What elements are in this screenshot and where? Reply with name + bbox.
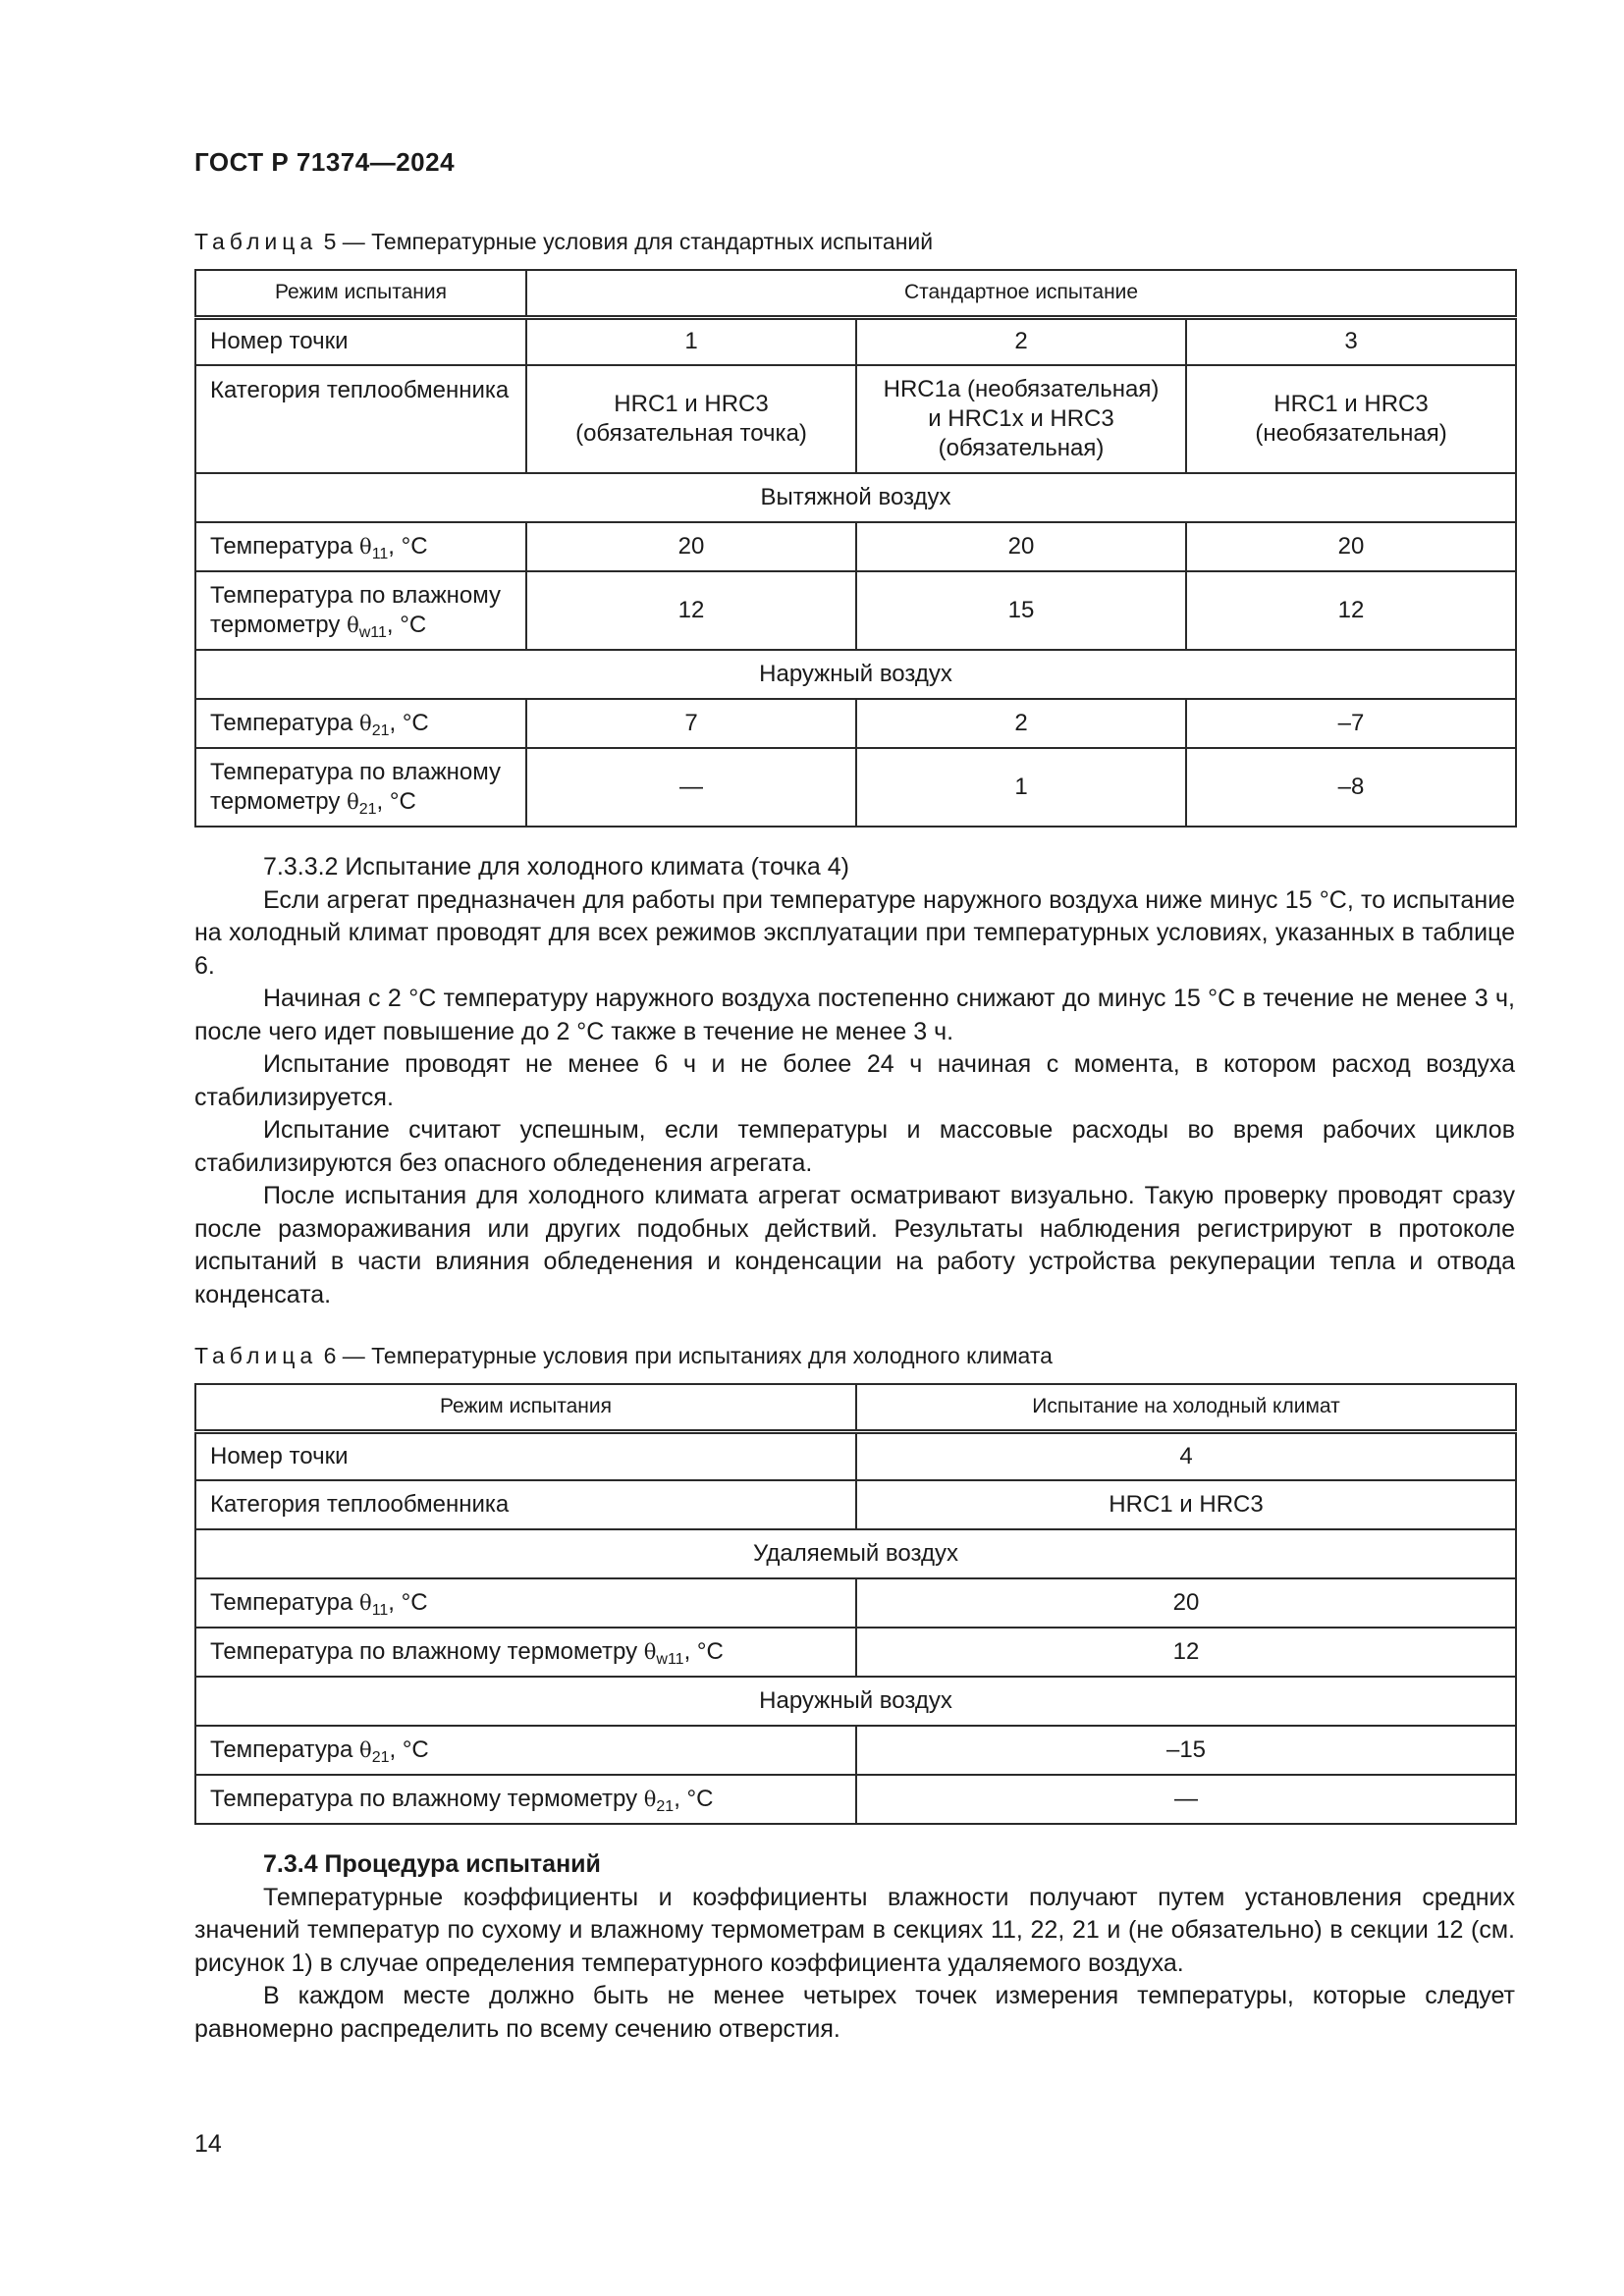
table-row: [195, 1431, 1516, 1480]
theta-symbol: θ: [359, 1591, 372, 1615]
section-734-title: 7.3.4 Процедура испытаний: [263, 1850, 601, 1878]
table5-tw21-2: 1: [856, 748, 1186, 827]
table5-t11-3: 20: [1186, 522, 1516, 571]
paragraph: Температурные коэффициенты и коэффициенты влажности получают путем установления средних значений температур по сухому и влажному термометрам в секциях 11, 22, 21 и (не обязательно) в секции 12 (см. рисунок 1) в случае определения температурного коэффициента удаляемого воздуха.: [194, 1883, 1515, 1977]
table6-head-cold: Испытание на холодный климат: [856, 1384, 1516, 1431]
cell-line: HRC1 и HRC3: [1273, 391, 1429, 417]
table5-point-2: 2: [856, 317, 1186, 365]
cell-line: HRC1a (необязательная): [883, 376, 1160, 402]
table6-caption-text: 6 — Температурные условия при испытаниях для холодного климата: [323, 1343, 1053, 1368]
theta-symbol: θ: [359, 1738, 372, 1762]
table6-caption: [194, 1343, 1053, 1369]
table6-head-mode: Режим испытания: [195, 1384, 856, 1431]
table6-tw11-value: 12: [856, 1628, 1516, 1677]
table5-category-3: [1186, 365, 1516, 473]
table5-t11-2: 20: [856, 522, 1186, 571]
table-row: [195, 522, 1516, 571]
theta-symbol: θ: [347, 614, 359, 637]
table6-tw21-value: —: [856, 1775, 1516, 1824]
page-number: 14: [194, 2130, 222, 2158]
table6-section-outdoor: Наружный воздух: [195, 1677, 1516, 1726]
table-row: [195, 1529, 1516, 1578]
table5-point-1: 1: [526, 317, 856, 365]
paragraph: Начиная с 2 °С температуру наружного воздуха постепенно снижают до минус 15 °С в течение не менее 3 ч, после чего идет повышение до 2 °С также в течение не менее 3 ч.: [194, 985, 1515, 1045]
subscript: 11: [371, 1602, 389, 1619]
subscript: 21: [656, 1798, 675, 1815]
document-header: ГОСТ Р 71374—2024: [194, 147, 456, 177]
label-text: Температура: [210, 533, 353, 560]
table5-t11-label: [195, 522, 526, 571]
table-row: [195, 748, 1516, 827]
label-text: Температура по влажному термометру: [210, 1786, 638, 1812]
table6-t21-label: [195, 1726, 856, 1775]
subscript: 21: [371, 1749, 390, 1766]
table5-t21-label: [195, 699, 526, 748]
unit-text: , °C: [389, 1736, 429, 1763]
table-row: [195, 317, 1516, 365]
theta-symbol: θ: [359, 535, 372, 559]
section-734: [194, 1848, 1515, 2046]
unit-text: , °C: [376, 788, 416, 815]
table6-category-label: Категория теплообменника: [195, 1480, 856, 1529]
table6-caption-word: Таблица: [194, 1343, 318, 1368]
paragraph: В каждом месте должно быть не менее четырех точек измерения температуры, которые следует равномерно распределить по всему сечению отверстия.: [194, 1982, 1515, 2043]
unit-text: , °C: [389, 710, 429, 736]
table6-t11-value: 20: [856, 1578, 1516, 1628]
table5-tw21-label: [195, 748, 526, 827]
table-row: [195, 650, 1516, 699]
paragraph: Испытание проводят не менее 6 ч и не более 24 ч начиная с момента, в котором расход воздуха стабилизируется.: [194, 1050, 1515, 1111]
label-text: Температура по влажному: [210, 759, 502, 785]
table6-section-removed: Удаляемый воздух: [195, 1529, 1516, 1578]
label-text: Температура: [210, 1736, 353, 1763]
table6-point-label: Номер точки: [195, 1431, 856, 1480]
table6-tw11-label: [195, 1628, 856, 1677]
paragraph: Испытание считают успешным, если температуры и массовые расходы во время рабочих циклов стабилизируются без опасного обледенения агрегата.: [194, 1116, 1515, 1177]
table-row: [195, 1578, 1516, 1628]
table5-category-label: Категория теплообменника: [195, 365, 526, 473]
table-row: [195, 1726, 1516, 1775]
label-text: Температура по влажному: [210, 582, 502, 609]
table5-point-3: 3: [1186, 317, 1516, 365]
table5-section-outdoor: Наружный воздух: [195, 650, 1516, 699]
table6-t11-label: [195, 1578, 856, 1628]
table5-tw21-3: –8: [1186, 748, 1516, 827]
cell-line: и HRC1x и HRC3: [928, 405, 1114, 432]
subscript: 21: [371, 722, 390, 739]
paragraph: 7.3.3.2 Испытание для холодного климата (точка 4): [263, 853, 850, 881]
label-text: Температура: [210, 710, 353, 736]
label-text: Температура по влажному термометру: [210, 1638, 638, 1665]
table5-caption-text: 5 — Температурные условия для стандартных испытаний: [323, 229, 934, 254]
table5-tw11-3: 12: [1186, 571, 1516, 650]
table5: [194, 269, 1517, 828]
cell-line: (обязательная): [938, 435, 1105, 461]
theta-symbol: θ: [359, 712, 372, 735]
theta-symbol: θ: [643, 1640, 657, 1664]
table-row: [195, 1677, 1516, 1726]
table5-section-exhaust: Вытяжной воздух: [195, 473, 1516, 522]
table-row: [195, 571, 1516, 650]
table5-tw11-1: 12: [526, 571, 856, 650]
table-row: [195, 699, 1516, 748]
table5-head-mode: Режим испытания: [195, 270, 526, 317]
table-row: [195, 1384, 1516, 1431]
table5-category-2: [856, 365, 1186, 473]
table5-t11-1: 20: [526, 522, 856, 571]
table5-tw11-label: [195, 571, 526, 650]
table5-t21-1: 7: [526, 699, 856, 748]
table5-point-label: Номер точки: [195, 317, 526, 365]
cell-line: HRC1 и HRC3: [614, 391, 769, 417]
unit-text: , °C: [683, 1638, 724, 1665]
paragraph: После испытания для холодного климата агрегат осматривают визуально. Такую проверку проводят сразу после размораживания или других подобных действий. Результаты наблюдения регистрируют в протоколе испытаний в части влияния обледенения и конденсации на работу устройства рекуперации тепла и отвода конденсата.: [194, 1182, 1515, 1308]
table5-tw21-1: —: [526, 748, 856, 827]
subscript: w11: [656, 1651, 684, 1668]
theta-symbol: θ: [347, 790, 359, 814]
subscript: w11: [358, 624, 387, 641]
cell-line: (необязательная): [1255, 420, 1447, 447]
table-row: [195, 473, 1516, 522]
paragraph: Если агрегат предназначен для работы при температуре наружного воздуха ниже минус 15 °С, то испытание на холодный климат проводят для всех режимов эксплуатации при температурных условиях, указанных в таблице 6.: [194, 885, 1515, 980]
theta-symbol: θ: [643, 1788, 657, 1811]
table-row: [195, 1480, 1516, 1529]
label-text: термометру: [210, 612, 341, 638]
table6-tw21-label: [195, 1775, 856, 1824]
table5-t21-2: 2: [856, 699, 1186, 748]
table5-category-1: [526, 365, 856, 473]
label-text: Температура: [210, 1589, 353, 1616]
table6-t21-value: –15: [856, 1726, 1516, 1775]
unit-text: , °C: [386, 612, 427, 638]
table5-tw11-2: 15: [856, 571, 1186, 650]
table6-point-value: 4: [856, 1431, 1516, 1480]
table-row: [195, 365, 1516, 473]
cell-line: (обязательная точка): [575, 420, 807, 447]
subscript: 21: [358, 801, 377, 818]
table-row: [195, 270, 1516, 317]
table-row: [195, 1775, 1516, 1824]
table5-caption-word: Таблица: [194, 229, 318, 254]
table-row: [195, 1628, 1516, 1677]
table5-head-standard: Стандартное испытание: [526, 270, 1516, 317]
table5-t21-3: –7: [1186, 699, 1516, 748]
section-7332: [194, 851, 1515, 1311]
unit-text: , °C: [388, 1589, 428, 1616]
subscript: 11: [371, 546, 389, 562]
table5-caption: [194, 229, 933, 255]
unit-text: , °C: [674, 1786, 714, 1812]
table6-category-value: HRC1 и HRC3: [856, 1480, 1516, 1529]
label-text: термометру: [210, 788, 341, 815]
unit-text: , °C: [388, 533, 428, 560]
table6: [194, 1383, 1517, 1825]
